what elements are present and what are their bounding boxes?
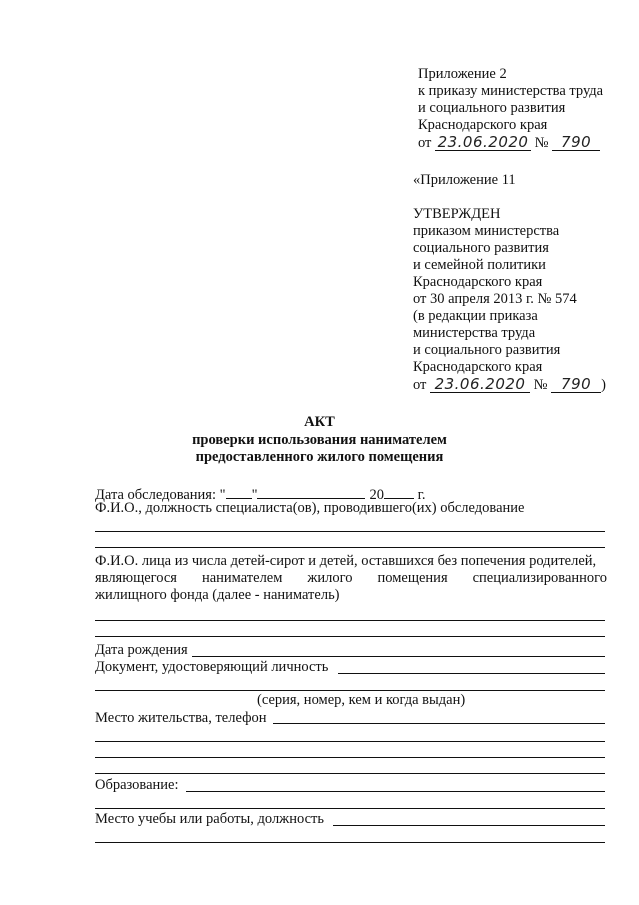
tenant-field-line-2[interactable] [95, 636, 605, 637]
survey-date-quote: " [251, 487, 258, 503]
orphan-label-line3: жилищного фонда (далее - наниматель) [95, 587, 340, 603]
birth-date-field[interactable] [192, 656, 605, 657]
survey-year-prefix: 20 [369, 487, 384, 503]
specialist-field-line-1[interactable] [95, 531, 605, 532]
work-field[interactable] [333, 825, 605, 826]
handwritten-number: 790 [552, 134, 600, 151]
tenant-field-line-1[interactable] [95, 620, 605, 621]
handwritten-date: 23.06.2020 [435, 134, 531, 151]
approved-line4: Краснодарского края [413, 274, 543, 290]
residence-field-line-4[interactable] [95, 773, 605, 774]
approved-line5: от 30 апреля 2013 г. № 574 [413, 291, 577, 307]
id-document-field-line-2[interactable] [95, 690, 605, 691]
approved-line2: социального развития [413, 240, 549, 256]
approved-line6: (в редакции приказа [413, 308, 538, 324]
from-label: от [418, 135, 432, 151]
approved-line8: и социального развития [413, 342, 561, 358]
approved-date-line [413, 376, 606, 394]
id-document-label: Документ, удостоверяющий личность [95, 659, 329, 675]
id-document-hint: (серия, номер, кем и когда выдан) [257, 692, 466, 708]
from-label: от [413, 377, 427, 393]
approved-line7: министерства труда [413, 325, 536, 341]
approved-line9: Краснодарского края [413, 359, 543, 375]
act-title: АКТ [304, 414, 335, 430]
education-label: Образование: [95, 777, 179, 793]
residence-field-line-2[interactable] [95, 741, 605, 742]
approved-line3: и семейной политики [413, 257, 546, 273]
work-field-line-2[interactable] [95, 842, 605, 843]
survey-year-suffix: г. [417, 487, 426, 503]
appendix-2-line3: и социального развития [418, 100, 566, 116]
survey-day-field[interactable] [226, 482, 252, 499]
specialist-label: Ф.И.О., должность специалиста(ов), проводившего(их) обследование [95, 500, 525, 516]
approved-heading: УТВЕРЖДЕН [413, 206, 501, 222]
education-field-line-2[interactable] [95, 808, 605, 809]
survey-month-field[interactable] [257, 482, 365, 499]
id-document-field[interactable] [338, 673, 605, 674]
approved-line1: приказом министерства [413, 223, 560, 239]
survey-year-field[interactable] [384, 482, 414, 499]
residence-field-line-3[interactable] [95, 757, 605, 758]
orphan-label-line2: являющегося нанимателем жилого помещения специализированного [95, 570, 607, 586]
residence-label: Место жительства, телефон [95, 710, 267, 726]
work-label: Место учебы или работы, должность [95, 811, 324, 827]
number-label: № [533, 377, 548, 393]
birth-date-label: Дата рождения [95, 642, 188, 658]
close-paren: ) [601, 377, 606, 393]
appendix-11-line: «Приложение 11 [413, 172, 516, 188]
appendix-2-line4: Краснодарского края [418, 117, 548, 133]
act-subtitle-line1: проверки использования нанимателем [192, 432, 447, 448]
orphan-label-line1: Ф.И.О. лица из числа детей-сирот и детей, оставшихся без попечения родителей, [95, 553, 597, 569]
appendix-2-block [418, 66, 603, 152]
appendix-2-date-line [418, 134, 603, 152]
approved-block [413, 206, 606, 394]
number-label: № [534, 135, 549, 151]
specialist-field-line-2[interactable] [95, 547, 605, 548]
survey-date-label: Дата обследования: " [95, 487, 226, 503]
act-subtitle-line2: предоставленного жилого помещения [195, 449, 444, 465]
handwritten-number: 790 [551, 376, 601, 393]
handwritten-date: 23.06.2020 [430, 376, 530, 393]
residence-field[interactable] [273, 723, 605, 724]
appendix-2-line1: Приложение 2 [418, 66, 507, 82]
appendix-2-line2: к приказу министерства труда [418, 83, 604, 99]
education-field[interactable] [186, 791, 605, 792]
